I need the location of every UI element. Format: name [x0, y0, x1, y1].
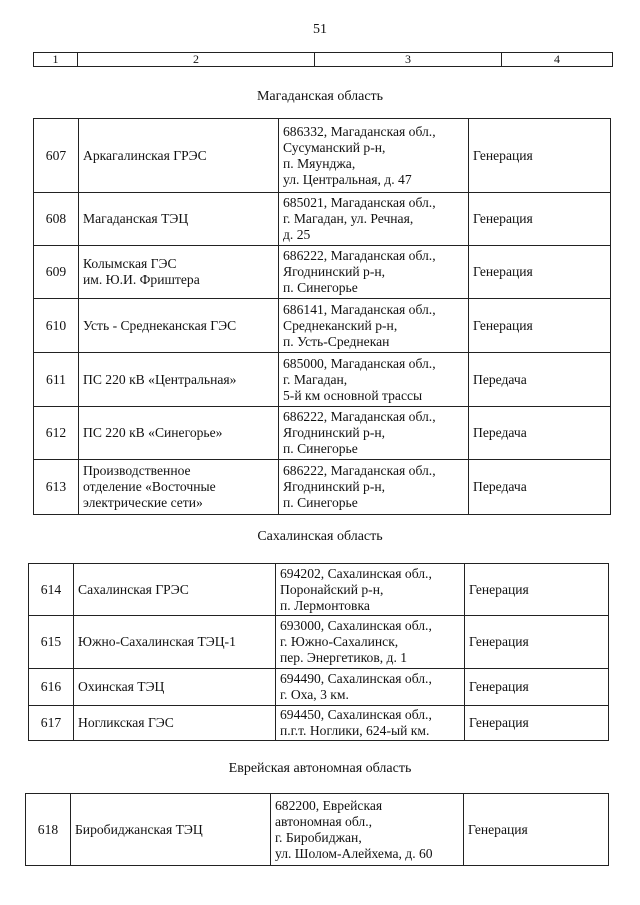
table-row	[34, 193, 611, 246]
row-number: 609	[34, 246, 79, 299]
table-row	[34, 407, 611, 460]
facility-name: Производственное отделение «Восточные электрические сети»	[79, 460, 279, 515]
row-number: 610	[34, 299, 79, 353]
row-number: 616	[29, 669, 74, 706]
facility-type: Генерация	[465, 706, 609, 741]
facility-address: 694202, Сахалинская обл., Поронайский р-н, п. Лермонтовка	[276, 564, 465, 616]
column-number: 3	[315, 53, 502, 67]
table-row	[29, 616, 609, 669]
facility-type: Передача	[469, 353, 611, 407]
row-number: 611	[34, 353, 79, 407]
table-row	[29, 564, 609, 616]
facility-address: 686222, Магаданская обл., Ягоднинский р-н, п. Синегорье	[279, 460, 469, 515]
facility-name: Охинская ТЭЦ	[74, 669, 276, 706]
section-title: Еврейская автономная область	[228, 761, 412, 776]
facility-address: 686222, Магаданская обл., Ягоднинский р-н, п. Синегорье	[279, 246, 469, 299]
facility-address: 686332, Магаданская обл., Сусуманский р-н, п. Мяунджа, ул. Центральная, д. 47	[279, 119, 469, 193]
row-number: 612	[34, 407, 79, 460]
facility-address: 682200, Еврейская автономная обл., г. Биробиджан, ул. Шолом-Алейхема, д. 60	[271, 794, 464, 866]
column-number: 2	[78, 53, 315, 67]
facility-address: 694490, Сахалинская обл., г. Оха, 3 км.	[276, 669, 465, 706]
row-number: 617	[29, 706, 74, 741]
facility-name: ПС 220 кВ «Синегорье»	[79, 407, 279, 460]
facility-address: 693000, Сахалинская обл., г. Южно-Сахалинск, пер. Энергетиков, д. 1	[276, 616, 465, 669]
facility-table-jewish	[25, 793, 609, 866]
row-number: 607	[34, 119, 79, 193]
facility-type: Генерация	[469, 246, 611, 299]
facility-name: Усть - Среднеканская ГЭС	[79, 299, 279, 353]
row-number: 618	[26, 794, 71, 866]
facility-address: 686222, Магаданская обл., Ягоднинский р-н, п. Синегорье	[279, 407, 469, 460]
facility-name: Колымская ГЭС им. Ю.И. Фриштера	[79, 246, 279, 299]
facility-type: Передача	[469, 407, 611, 460]
facility-address: 685000, Магаданская обл., г. Магадан, 5-й км основной трассы	[279, 353, 469, 407]
facility-type: Генерация	[465, 616, 609, 669]
page-number: 51	[313, 22, 327, 37]
facility-name: ПС 220 кВ «Центральная»	[79, 353, 279, 407]
section-title: Сахалинская область	[257, 529, 383, 544]
facility-type: Генерация	[469, 299, 611, 353]
table-row	[29, 669, 609, 706]
facility-address: 685021, Магаданская обл., г. Магадан, ул. Речная, д. 25	[279, 193, 469, 246]
facility-name: Сахалинская ГРЭС	[74, 564, 276, 616]
facility-type: Генерация	[464, 794, 609, 866]
column-number-header	[33, 52, 613, 67]
column-number: 1	[34, 53, 78, 67]
column-number: 4	[502, 53, 613, 67]
facility-name: Южно-Сахалинская ТЭЦ-1	[74, 616, 276, 669]
facility-type: Генерация	[469, 119, 611, 193]
facility-table-sakhalin	[28, 563, 609, 741]
row-number: 613	[34, 460, 79, 515]
table-row	[34, 119, 611, 193]
facility-name: Аркагалинская ГРЭС	[79, 119, 279, 193]
table-row	[34, 460, 611, 515]
table-row	[34, 353, 611, 407]
row-number: 614	[29, 564, 74, 616]
row-number: 608	[34, 193, 79, 246]
row-number: 615	[29, 616, 74, 669]
facility-type: Генерация	[465, 669, 609, 706]
table-row	[29, 706, 609, 741]
table-row	[26, 794, 609, 866]
facility-address: 694450, Сахалинская обл., п.г.т. Ноглики, 624-ый км.	[276, 706, 465, 741]
facility-type: Генерация	[465, 564, 609, 616]
facility-name: Биробиджанская ТЭЦ	[71, 794, 271, 866]
facility-type: Передача	[469, 460, 611, 515]
facility-name: Ногликская ГЭС	[74, 706, 276, 741]
facility-address: 686141, Магаданская обл., Среднеканский р-н, п. Усть-Среднекан	[279, 299, 469, 353]
section-title: Магаданская область	[256, 89, 384, 104]
facility-table-magadan	[33, 118, 611, 515]
facility-type: Генерация	[469, 193, 611, 246]
table-row	[34, 299, 611, 353]
table-row	[34, 246, 611, 299]
facility-name: Магаданская ТЭЦ	[79, 193, 279, 246]
